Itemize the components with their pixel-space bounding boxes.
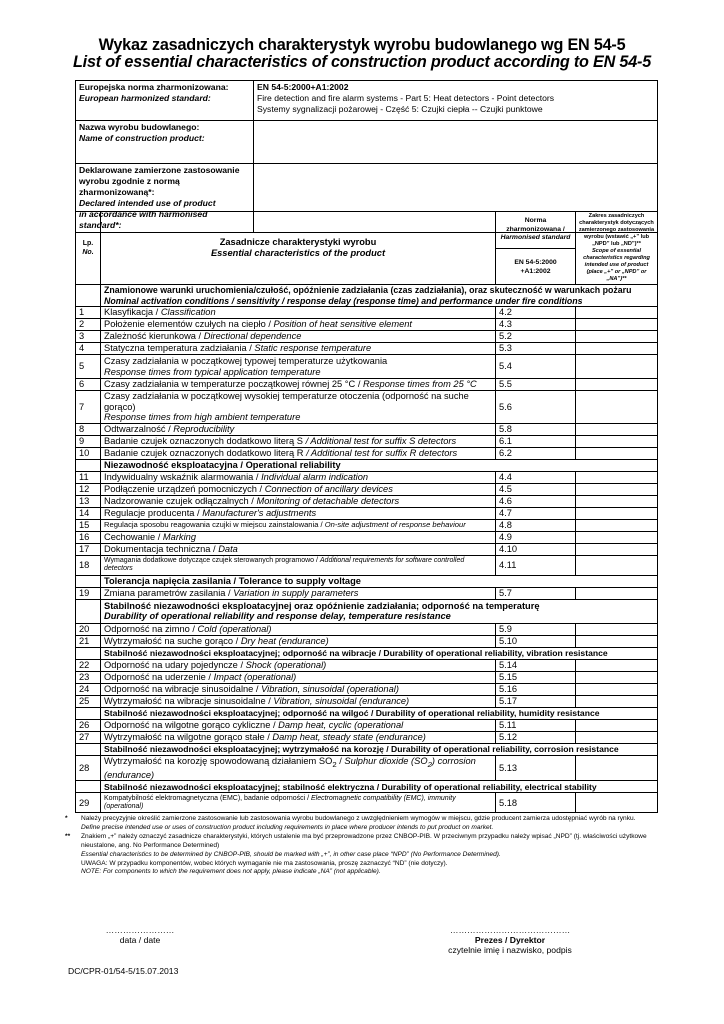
scope-cell[interactable] bbox=[576, 355, 658, 379]
norm-label-cell bbox=[76, 81, 254, 121]
norm-header: Norma zharmonizowana / Harmonised standard bbox=[496, 212, 576, 249]
norm-value: EN 54-5:2000+A1:2002 bbox=[257, 82, 349, 92]
norm-desc-en: Fire detection and fire alarm systems - Part 5: Heat detectors - Point detectors bbox=[257, 93, 555, 103]
use-label-pl1: Deklarowane zamierzone zastosowanie bbox=[79, 165, 240, 175]
table-row: 3 Zależność kierunkowa / Directional dependence 5.2 bbox=[76, 331, 658, 343]
scope-cell[interactable] bbox=[576, 343, 658, 355]
table-row: 15 Regulacja sposobu reagowania czujki w miejscu zainstalowania / On-site adjustment of response behaviour 4.8 bbox=[76, 519, 658, 531]
table-row: 1 Klasyfikacja / Classification 4.2 bbox=[76, 307, 658, 319]
scope-cell[interactable] bbox=[576, 483, 658, 495]
scope-cell[interactable] bbox=[576, 731, 658, 743]
norm-version-cell: EN 54-5:2000 +A1:2002 bbox=[496, 249, 576, 285]
document-code: DC/CPR-01/54-5/15.07.2013 bbox=[68, 966, 179, 976]
scope-cell[interactable] bbox=[576, 319, 658, 331]
scope-cell[interactable] bbox=[576, 719, 658, 731]
section-row: Niezawodność eksploatacyjna / Operational reliability bbox=[76, 459, 658, 471]
title-pl: Wykaz zasadniczych charakterystyk wyrobu budowlanego wg EN 54-5 bbox=[98, 36, 626, 54]
date-signature[interactable]: …………………… data / date bbox=[105, 925, 175, 945]
scope-cell[interactable] bbox=[576, 623, 658, 635]
section-row: Stabilność niezawodności eksploatacyjnej oraz opóźnienie zadziałania; odporność na temperaturę Durability of operational reliability and response delay, temperature resistance bbox=[76, 599, 658, 623]
table-row: 20 Odporność na zimno / Cold (operational) 5.9 bbox=[76, 623, 658, 635]
section-row: Stabilność niezawodności eksploatacyjnej; stabilność elektryczna / Durability of operational reliability, electrical stability bbox=[76, 781, 658, 793]
scope-cell[interactable] bbox=[576, 671, 658, 683]
use-label-en2: in accordance with harmonised standard*: bbox=[79, 209, 208, 230]
scope-cell[interactable] bbox=[576, 635, 658, 647]
table-row: 12 Podłączenie urządzeń pomocniczych / Connection of ancillary devices 4.5 bbox=[76, 483, 658, 495]
footnotes bbox=[65, 815, 665, 877]
president-signature[interactable]: …………………………………… Prezes / Dyrektor czytelnie imię i nazwisko, podpis bbox=[448, 925, 572, 955]
table-row: 22 Odporność na udary pojedyncze / Shock (operational) 5.14 bbox=[76, 659, 658, 671]
table-row: 23 Odporność na uderzenie / Impact (operational) 5.15 bbox=[76, 671, 658, 683]
table-row: 28 Wytrzymałość na korozję spowodowaną działaniem $SO_2$ / Sulphur dioxide $(SO_2)$ corrosion (endurance) 5.13 bbox=[76, 755, 658, 781]
section-row: Stabilność niezawodności eksploatacyjnej; odporność na wilgoć / Durability of operational reliability, humidity resistance bbox=[76, 707, 658, 719]
product-label-en: Name of construction product: bbox=[79, 133, 205, 143]
table-row: 7 Czasy zadziałania w początkowej wysokiej temperaturze otoczenia (odporność na suche gorąco) Response times from high ambient temperature 5.6 bbox=[76, 391, 658, 424]
table-row: 6 Czasy zadziałania w temperaturze początkowej równej 25 °C / Response times from 25 °C 5.5 bbox=[76, 379, 658, 391]
scope-cell[interactable] bbox=[576, 391, 658, 424]
scope-cell[interactable] bbox=[576, 379, 658, 391]
scope-cell[interactable] bbox=[576, 447, 658, 459]
table-row: 25 Wytrzymałość na wibracje sinusoidalne / Vibration, sinusoidal (endurance) 5.17 bbox=[76, 695, 658, 707]
note-2: ** Znakiem „+” należy oznaczyć zasadnicze charakterystyki, których ustalenie ma być przeprowadzone przez CNBOP-PIB. W przeciwnym przypadku należy wpisać „NPD” (tj. właściwości użytkowe nieustalone, ang. No Performance Determined) Essential characteristics to be determined by CNBOP-PIB, should be marked with „+”, in other case place “NPD” (No Performance Determined). UWAGA: W przypadku komponentów, wobec których wymaganie nie ma zastosowania, proszę zaznaczyć “ND” (nie dotyczy). NOTE: For components to which the requirement does not apply, please indicate „NA” (not applicable). bbox=[65, 832, 647, 876]
scope-cell[interactable] bbox=[576, 507, 658, 519]
lp-header: Lp. No. bbox=[76, 212, 101, 285]
scope-cell[interactable] bbox=[576, 423, 658, 435]
table-row: 16 Cechowanie / Marking 4.9 bbox=[76, 531, 658, 543]
scope-cell[interactable] bbox=[576, 793, 658, 813]
scope-cell[interactable] bbox=[576, 331, 658, 343]
scope-cell[interactable] bbox=[576, 519, 658, 531]
table-row: 17 Dokumentacja techniczna / Data 4.10 bbox=[76, 543, 658, 555]
table-row: 18 Wymagania dodatkowe dotyczące czujek sterowanych programowo / Additional requirements for software controlled detectors 4.11 bbox=[76, 555, 658, 575]
norm-label-en: European harmonized standard: bbox=[79, 93, 211, 103]
table-row: 29 Kompatybilność elektromagnetyczna (EMC), badanie odporności / Electromagnetic compatibility (EMC), immunity (operational) 5.18 bbox=[76, 793, 658, 813]
norm-value-cell[interactable] bbox=[254, 81, 658, 121]
table-row: 24 Odporność na wibracje sinusoidalne / Vibration, sinusoidal (operational) 5.16 bbox=[76, 683, 658, 695]
table-row: 14 Regulacje producenta / Manufacturer's adjustments 4.7 bbox=[76, 507, 658, 519]
scope-cell[interactable] bbox=[576, 531, 658, 543]
product-label-pl: Nazwa wyrobu budowlanego: bbox=[79, 122, 200, 132]
scope-header: Zakres zasadniczych charakterystyk dotyczących zamierzonego zastosowania wyrobu (wstawić „+” lub „NPD” lub „ND”)** Scope of essential characteristics regarding intended use of product (place „+” or „NPD” or „NA”)** bbox=[576, 212, 658, 285]
table-row: 27 Wytrzymałość na wilgotne gorąco stałe / Damp heat, steady state (endurance) 5.12 bbox=[76, 731, 658, 743]
table-row: 9 Badanie czujek oznaczonych dodatkowo literą S / Additional test for suffix S detectors 6.1 bbox=[76, 435, 658, 447]
table-row: 10 Badanie czujek oznaczonych dodatkowo literą R / Additional test for suffix R detectors 6.2 bbox=[76, 447, 658, 459]
section-row: Stabilność niezawodności eksploatacyjnej; wytrzymałość na korozję / Durability of operational reliability, corrosion resistance bbox=[76, 743, 658, 755]
table-row: 4 Statyczna temperatura zadziałania / Static response temperature 5.3 bbox=[76, 343, 658, 355]
product-label-cell bbox=[76, 121, 254, 164]
table-row: 26 Odporność na wilgotne gorąco cykliczne / Damp heat, cyclic (operational 5.11 bbox=[76, 719, 658, 731]
characteristics-header: Zasadnicze charakterystyki wyrobu Essential characteristics of the product bbox=[101, 212, 496, 285]
section-row: Tolerancja napięcia zasilania / Tolerance to supply voltage bbox=[76, 575, 658, 587]
table-head-row bbox=[76, 212, 658, 249]
characteristics-table bbox=[75, 211, 658, 813]
table-row: 2 Położenie elementów czułych na ciepło / Position of heat sensitive element 4.3 bbox=[76, 319, 658, 331]
table-row: 21 Wytrzymałość na suche gorąco / Dry heat (endurance) 5.10 bbox=[76, 635, 658, 647]
scope-cell[interactable] bbox=[576, 435, 658, 447]
table-row: 19 Zmiana parametrów zasilania / Variation in supply parameters 5.7 bbox=[76, 587, 658, 599]
scope-cell[interactable] bbox=[576, 755, 658, 781]
scope-cell[interactable] bbox=[576, 683, 658, 695]
table-row: 8 Odtwarzalność / Reproducibility 5.8 bbox=[76, 423, 658, 435]
note-1: * Należy precyzyjnie określić zamierzone zastosowanie lub zastosowania wyrobu budowlanego z uwzględnieniem wymogów w miejscu, gdzie producent zamierza udostępniać wyrób na rynku. Define precise intended use or uses of construction product including requirements in place where producer intends to put product on market. bbox=[65, 815, 636, 831]
table-row: 13 Nadzorowanie czujek odłączalnych / Monitoring of detachable detectors 4.6 bbox=[76, 495, 658, 507]
scope-cell[interactable] bbox=[576, 695, 658, 707]
norm-desc-pl: Systemy sygnalizacji pożarowej - Część 5: Czujki ciepła -- Czujki punktowe bbox=[257, 104, 543, 114]
scope-cell[interactable] bbox=[576, 471, 658, 483]
title-en: List of essential characteristics of construction product according to EN 54-5 bbox=[72, 53, 652, 71]
section-row: Znamionowe warunki uruchomienia/czułość, opóźnienie zadziałania (czas zadziałania), oraz skuteczność w warunkach pożaru Nominal activation conditions / sensitivity / response delay (response time) and performance under fire conditions bbox=[76, 285, 658, 307]
use-label-en1: Declared intended use of product bbox=[79, 198, 216, 208]
scope-cell[interactable] bbox=[576, 555, 658, 575]
norm-label-pl: Europejska norma zharmonizowana: bbox=[79, 82, 229, 92]
scope-cell[interactable] bbox=[576, 587, 658, 599]
section-row: Stabilność niezawodności eksploatacyjnej; odporność na wibracje / Durability of operational reliability, vibration resistance bbox=[76, 647, 658, 659]
scope-cell[interactable] bbox=[576, 659, 658, 671]
product-name-field[interactable] bbox=[254, 121, 658, 164]
scope-cell[interactable] bbox=[576, 307, 658, 319]
table-row: 5 Czasy zadziałania w początkowej typowej temperaturze użytkowania Response times from typical application temperature 5.4 bbox=[76, 355, 658, 379]
table-row: 11 Indywidualny wskaźnik alarmowania / Individual alarm indication 4.4 bbox=[76, 471, 658, 483]
scope-cell[interactable] bbox=[576, 543, 658, 555]
use-label-pl2: wyrobu zgodnie z normą zharmonizowaną*: bbox=[79, 176, 180, 197]
scope-cell[interactable] bbox=[576, 495, 658, 507]
